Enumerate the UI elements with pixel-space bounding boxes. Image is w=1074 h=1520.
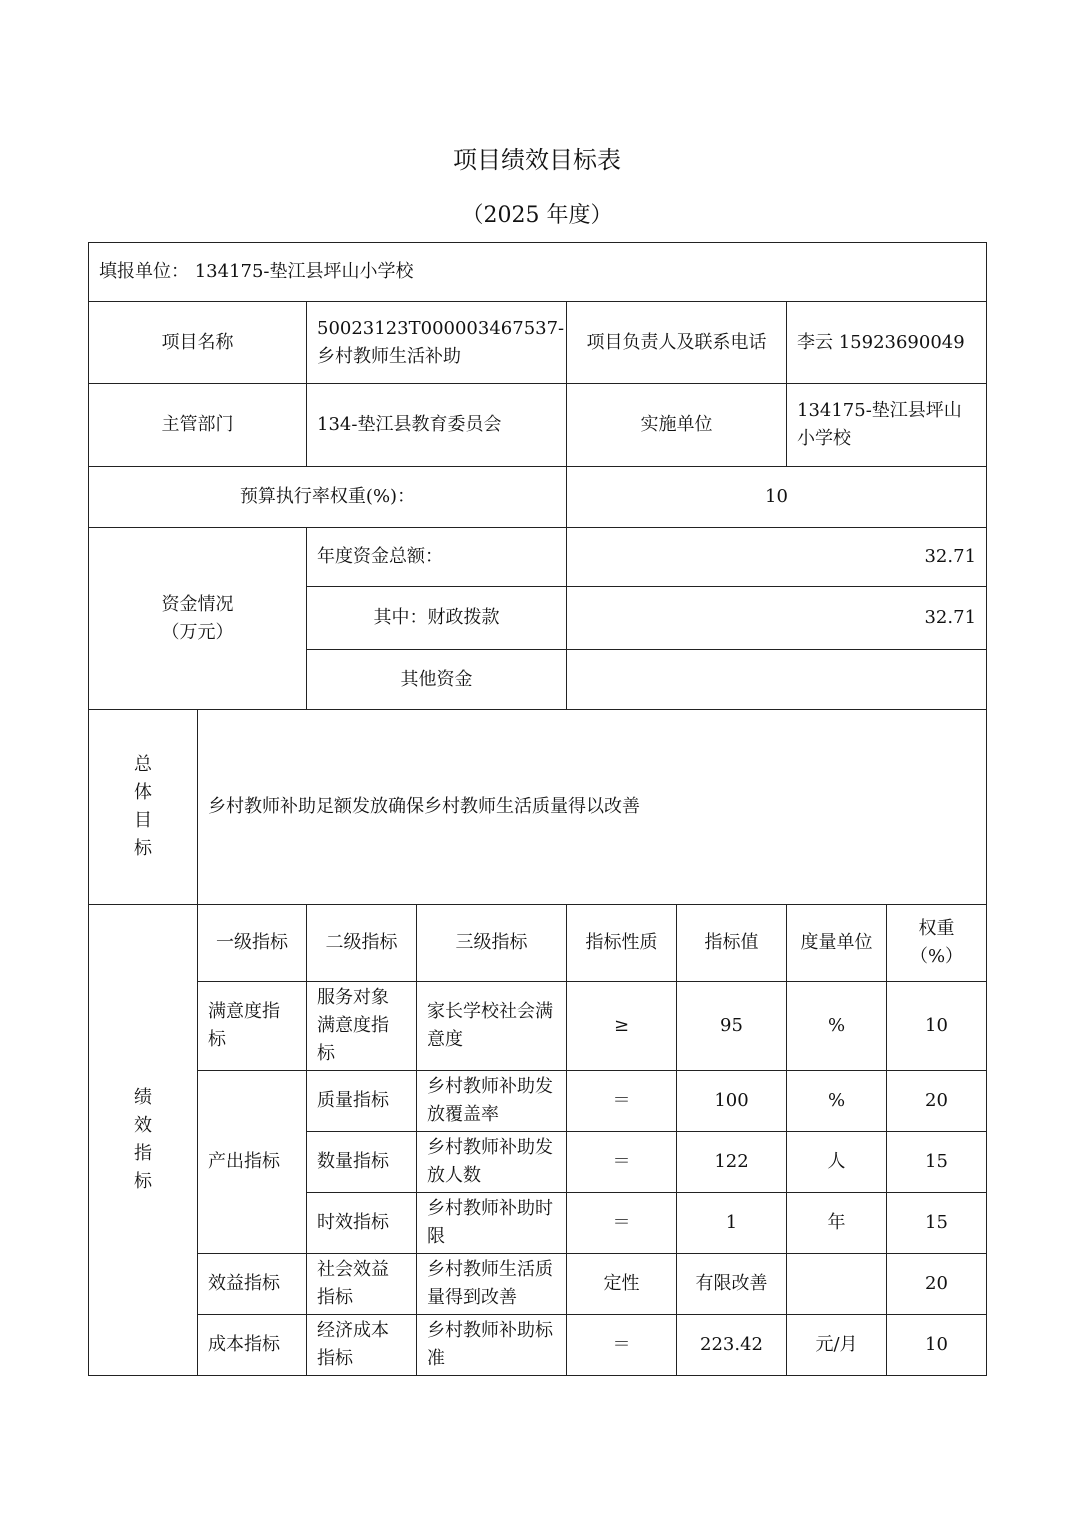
contact-label: 项目负责人及联系电话 [567, 302, 787, 384]
indicator-unit: % [787, 982, 887, 1071]
indicator-weight: 20 [887, 1071, 987, 1132]
indicator-weight: 20 [887, 1254, 987, 1315]
funds-row-value: 32.71 [567, 587, 987, 650]
indicator-value: 95 [677, 982, 787, 1071]
impl-label: 实施单位 [567, 384, 787, 467]
level2-indicator: 服务对象满意度指标 [307, 982, 417, 1071]
header-unit: 度量单位 [787, 905, 887, 982]
indicator-nature: ≥ [567, 982, 677, 1071]
header-level1: 一级指标 [198, 905, 307, 982]
performance-label-char: 绩 [134, 1087, 152, 1108]
budget-weight-value: 10 [567, 467, 987, 528]
overall-label-char: 目 [134, 810, 152, 831]
funds-row-label: 年度资金总额： [307, 528, 567, 587]
indicator-value: 223.42 [677, 1315, 787, 1376]
indicator-nature: ＝ [567, 1193, 677, 1254]
overall-label-char: 总 [134, 754, 152, 775]
performance-indicator-label [89, 905, 198, 1376]
indicator-unit: 年 [787, 1193, 887, 1254]
indicator-nature: ＝ [567, 1132, 677, 1193]
indicator-nature: ＝ [567, 1071, 677, 1132]
overall-target-label [89, 710, 198, 905]
indicator-value: 有限改善 [677, 1254, 787, 1315]
indicator-unit: 元/月 [787, 1315, 887, 1376]
level2-indicator: 数量指标 [307, 1132, 417, 1193]
overall-label-char: 体 [134, 782, 152, 803]
funds-label-line2: （万元） [161, 621, 234, 643]
funds-row-label: 其中：财政拨款 [307, 587, 567, 650]
indicator-row [89, 982, 987, 1071]
funds-row-value [567, 650, 987, 710]
performance-label-char: 标 [134, 1171, 152, 1192]
level3-indicator: 乡村教师补助发放覆盖率 [417, 1071, 567, 1132]
indicator-unit: 人 [787, 1132, 887, 1193]
overall-target-text: 乡村教师补助足额发放确保乡村教师生活质量得以改善 [198, 710, 987, 905]
funds-row-value: 32.71 [567, 528, 987, 587]
indicator-row [89, 1315, 987, 1376]
level1-indicator: 产出指标 [198, 1071, 307, 1254]
level3-indicator: 乡村教师补助发放人数 [417, 1132, 567, 1193]
indicator-nature: 定性 [567, 1254, 677, 1315]
level3-indicator: 乡村教师生活质量得到改善 [417, 1254, 567, 1315]
level1-indicator: 效益指标 [198, 1254, 307, 1315]
level2-indicator: 社会效益指标 [307, 1254, 417, 1315]
level1-indicator: 满意度指标 [198, 982, 307, 1071]
document-title: 项目绩效目标表 [453, 146, 621, 174]
header-level2: 二级指标 [307, 905, 417, 982]
document-subtitle: （2025 年度） [461, 203, 613, 228]
performance-target-table [88, 242, 987, 1376]
level3-indicator: 乡村教师补助时限 [417, 1193, 567, 1254]
level3-indicator: 乡村教师补助标准 [417, 1315, 567, 1376]
header-weight: 权重（%） [887, 905, 987, 982]
funds-label [89, 528, 307, 710]
indicator-value: 122 [677, 1132, 787, 1193]
impl-value: 134175-垫江县坪山小学校 [787, 384, 987, 467]
header-nature: 指标性质 [567, 905, 677, 982]
indicator-weight: 15 [887, 1132, 987, 1193]
header-value: 指标值 [677, 905, 787, 982]
indicator-weight: 10 [887, 1315, 987, 1376]
indicator-weight: 15 [887, 1193, 987, 1254]
indicator-value: 1 [677, 1193, 787, 1254]
performance-label-char: 指 [134, 1143, 152, 1164]
funds-label-line1: 资金情况 [161, 593, 234, 615]
funds-row-label: 其他资金 [307, 650, 567, 710]
indicator-row [89, 1071, 987, 1132]
level2-indicator: 经济成本指标 [307, 1315, 417, 1376]
dept-label: 主管部门 [89, 384, 307, 467]
indicator-unit: % [787, 1071, 887, 1132]
level2-indicator: 时效指标 [307, 1193, 417, 1254]
dept-value: 134-垫江县教育委员会 [307, 384, 567, 467]
project-name-label: 项目名称 [89, 302, 307, 384]
level1-indicator: 成本指标 [198, 1315, 307, 1376]
performance-label-char: 效 [134, 1115, 152, 1136]
project-name-value: 50023123T000003467537-乡村教师生活补助 [307, 302, 567, 384]
indicator-weight: 10 [887, 982, 987, 1071]
reporting-unit: 填报单位： 134175-垫江县坪山小学校 [89, 243, 987, 302]
indicator-row [89, 1254, 987, 1315]
level3-indicator: 家长学校社会满意度 [417, 982, 567, 1071]
contact-value: 李云 15923690049 [787, 302, 987, 384]
level2-indicator: 质量指标 [307, 1071, 417, 1132]
budget-weight-label: 预算执行率权重(%)： [89, 467, 567, 528]
indicator-value: 100 [677, 1071, 787, 1132]
indicator-nature: ＝ [567, 1315, 677, 1376]
indicator-unit [787, 1254, 887, 1315]
header-level3: 三级指标 [417, 905, 567, 982]
overall-label-char: 标 [134, 838, 152, 859]
